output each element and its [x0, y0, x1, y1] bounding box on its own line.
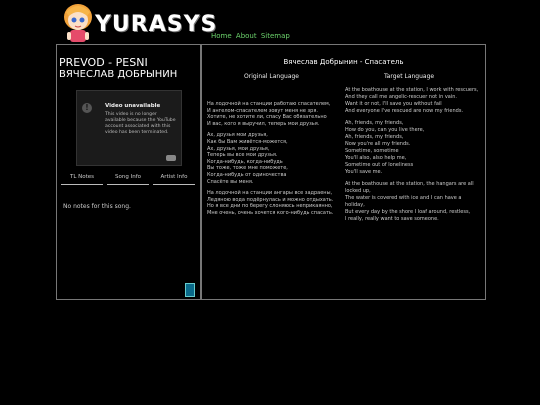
- mascot-icon: [61, 2, 95, 44]
- original-language-header: Original Language: [244, 73, 299, 80]
- original-chorus: Ах, друзья мои друзья, Как бы Вам живётся-можется, Ах, друзья, мои друзья, Теперь вы все мои друзья. Когда-нибудь, когда-нибудь Вы тоже, тоже мне поможете, Когда-нибудь от одиночества Спасёте вы меня.: [207, 132, 288, 185]
- video-unavailable-title: Video unavailable: [105, 103, 161, 109]
- notes-text: No notes for this song.: [63, 203, 131, 210]
- target-language-header: Target Language: [384, 73, 435, 80]
- site-logo[interactable]: [61, 2, 95, 44]
- prevod-title: PREVOD - PESNI: [59, 56, 148, 69]
- nav-home-link[interactable]: Home: [211, 32, 232, 40]
- lyrics-panel: [201, 44, 486, 300]
- logo-text[interactable]: YURASYS: [95, 12, 218, 37]
- translated-chorus: Ah, friends, my friends, How do you, can you live there, Ah, friends, my friends, Now you're all my friends. Sometime, sometime You'll also, also help me, Sometime out of loneliness You'll save me.: [345, 120, 425, 175]
- translated-lyrics: [345, 87, 481, 228]
- top-nav: [211, 32, 292, 40]
- scroll-top-icon[interactable]: [185, 283, 195, 297]
- tab-tl-notes[interactable]: TL Notes: [61, 172, 103, 185]
- tab-song-info[interactable]: Song Info: [107, 172, 149, 185]
- video-unavailable-message: This video is no longer available because the YouTube account associated with this video has been terminated.: [105, 112, 176, 135]
- song-info-panel: [56, 44, 201, 300]
- original-verse-2: На лодочной на станции ангары все задраены, Ледяною вода подёрнулась и можно отдыхать. Но я все дни по берегу слоняюсь неприкаянно, Мне очень, очень хочется кого-нибудь спасать.: [207, 190, 334, 216]
- tab-artist-info[interactable]: Artist Info: [153, 172, 195, 185]
- video-player[interactable]: [76, 90, 182, 166]
- translated-verse-2: At the boathouse at the station, the hangars are all locked up, The water is covered with ice and I can have a holiday, But every day by the shore I loaf around, restless, I really, really want to save someone.: [345, 181, 474, 222]
- lyrics-title: Вячеслав Добрынин - Спасатель: [283, 58, 404, 66]
- warning-icon: !: [82, 103, 92, 113]
- nav-about-link[interactable]: About: [235, 32, 257, 40]
- artist-name: ВЯЧЕСЛАВ ДОБРЫНИН: [59, 69, 178, 80]
- original-lyrics: [207, 101, 345, 222]
- translated-verse-1: At the boathouse at the station, I work with rescuers, And they call me angelic-rescuer not in vain. Want it or not, I'll save you without fail And everyone I've rescued are now my friends.: [345, 87, 479, 114]
- song-heading: [59, 57, 199, 81]
- site-header: [57, 0, 485, 44]
- nav-sitemap-link[interactable]: Sitemap: [260, 32, 290, 40]
- info-tabs: [61, 172, 195, 185]
- original-verse-1: На лодочной на станции работаю спасателем, И ангелом-спасателем зовут меня не зря. Хотите, не хотите ли, спасу Вас обязательно И вас, кого я выручил, теперь мои друзья.: [207, 101, 331, 127]
- youtube-icon[interactable]: [166, 155, 176, 161]
